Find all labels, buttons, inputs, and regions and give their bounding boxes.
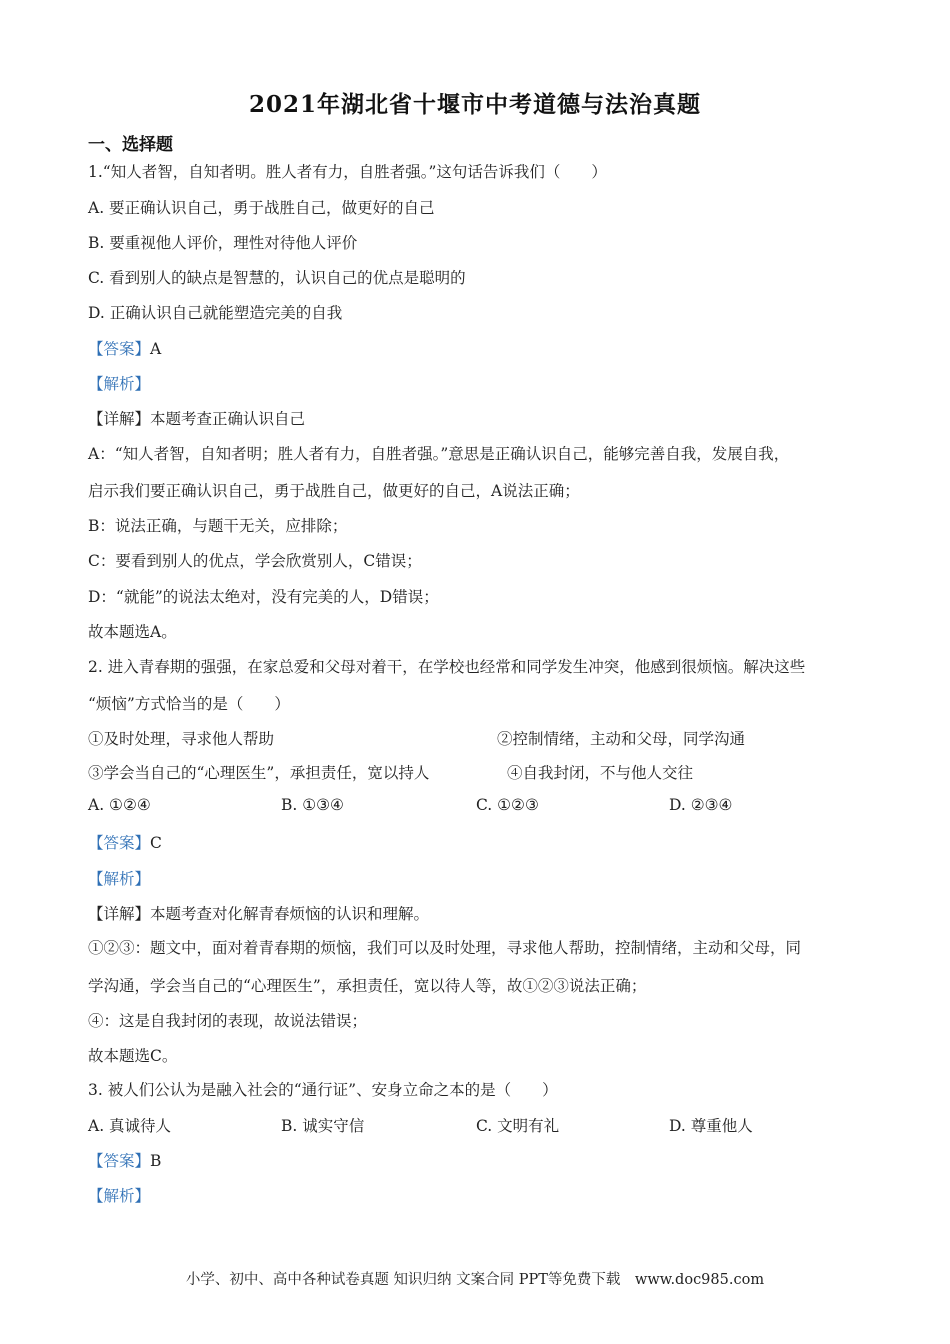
q1-conclusion: 故本题选A。 bbox=[88, 623, 177, 641]
document-title: 2021年湖北省十堰市中考道德与法治真题 bbox=[248, 91, 701, 118]
q3-answer bbox=[88, 1149, 161, 1171]
q1-analysis-tag: 【解析】 bbox=[88, 375, 151, 393]
q2-option-c: C. ①②③ bbox=[476, 796, 539, 814]
q3-analysis-tag: 【解析】 bbox=[88, 1187, 151, 1205]
section-heading: 一、选择题 bbox=[88, 135, 173, 155]
q2-stem-line2: “烦恼”方式恰当的是（ ） bbox=[88, 695, 290, 713]
q1-explain-1: A：“知人者智，自知者明；胜人者有力，自胜者强。”意思是正确认识自己，能够完善自我，发展自我， bbox=[88, 445, 790, 463]
q1-explain-3: B：说法正确，与题干无关，应排除； bbox=[88, 517, 348, 535]
q3-option-a: A. 真诚待人 bbox=[88, 1117, 172, 1135]
answer-tag: 【答案】 bbox=[88, 834, 151, 852]
answer-value: C bbox=[150, 834, 162, 852]
q2-explain-1: ①②③：题文中，面对着青春期的烦恼，我们可以及时处理，寻求他人帮助，控制情绪，主动和父母，同 bbox=[88, 939, 802, 957]
detail-tag: 【详解】 bbox=[88, 905, 151, 923]
q3-stem: 3. 被人们公认为是融入社会的“通行证”、安身立命之本的是（ ） bbox=[88, 1081, 558, 1099]
q1-option-b: B. 要重视他人评价，理性对待他人评价 bbox=[88, 234, 358, 252]
q1-option-d: D. 正确认识自己就能塑造完美的自我 bbox=[88, 304, 343, 322]
q1-option-a: A. 要正确认识自己，勇于战胜自己，做更好的自己 bbox=[88, 199, 435, 217]
q2-option-b: B. ①③④ bbox=[281, 796, 344, 814]
answer-tag: 【答案】 bbox=[88, 1152, 151, 1170]
q1-explain-2: 启示我们要正确认识自己，勇于战胜自己，做更好的自己，A说法正确； bbox=[88, 482, 580, 500]
page-footer: 小学、初中、高中各种试卷真题 知识归纳 文案合同 PPT等免费下载 www.doc985.com bbox=[185, 1272, 765, 1288]
q3-option-c: C. 文明有礼 bbox=[476, 1117, 560, 1135]
q2-explain-2: 学沟通，学会当自己的“心理医生”，承担责任，宽以待人等，故①②③说法正确； bbox=[88, 977, 647, 995]
detail-text: 本题考查正确认识自己 bbox=[150, 410, 306, 428]
q2-conclusion: 故本题选C。 bbox=[88, 1047, 178, 1065]
q1-answer bbox=[88, 337, 161, 359]
answer-tag: 【答案】 bbox=[88, 340, 151, 358]
q2-statement-3: ③学会当自己的“心理医生”，承担责任，宽以持人 bbox=[88, 764, 430, 782]
detail-tag: 【详解】 bbox=[88, 410, 151, 428]
q2-option-a: A. ①②④ bbox=[88, 796, 151, 814]
q3-option-b: B. 诚实守信 bbox=[281, 1117, 365, 1135]
q1-detail bbox=[88, 407, 305, 429]
q2-analysis-tag: 【解析】 bbox=[88, 870, 151, 888]
answer-value: B bbox=[150, 1152, 162, 1170]
q3-option-d: D. 尊重他人 bbox=[669, 1117, 753, 1135]
q2-statement-1: ①及时处理，寻求他人帮助 bbox=[88, 730, 275, 748]
q1-explain-5: D：“就能”的说法太绝对，没有完美的人，D错误； bbox=[88, 588, 439, 606]
q1-explain-4: C：要看到别人的优点，学会欣赏别人，C错误； bbox=[88, 552, 422, 570]
q1-stem: 1.“知人者智，自知者明。胜人者有力，自胜者强。”这句话告诉我们（ ） bbox=[88, 163, 607, 181]
answer-value: A bbox=[150, 340, 162, 358]
q2-detail bbox=[88, 902, 429, 924]
q2-stem-line1: 2. 进入青春期的强强，在家总爱和父母对着干，在学校也经常和同学发生冲突，他感到很烦恼。解决这些 bbox=[88, 658, 806, 676]
q2-statement-2: ②控制情绪，主动和父母，同学沟通 bbox=[497, 730, 746, 748]
detail-text: 本题考查对化解青春烦恼的认识和理解。 bbox=[150, 905, 430, 923]
q2-option-d: D. ②③④ bbox=[669, 796, 733, 814]
q1-option-c: C. 看到别人的缺点是智慧的，认识自己的优点是聪明的 bbox=[88, 269, 466, 287]
q2-explain-3: ④：这是自我封闭的表现，故说法错误； bbox=[88, 1012, 368, 1030]
q2-statement-4: ④自我封闭，不与他人交往 bbox=[507, 764, 694, 782]
q2-answer bbox=[88, 831, 162, 853]
